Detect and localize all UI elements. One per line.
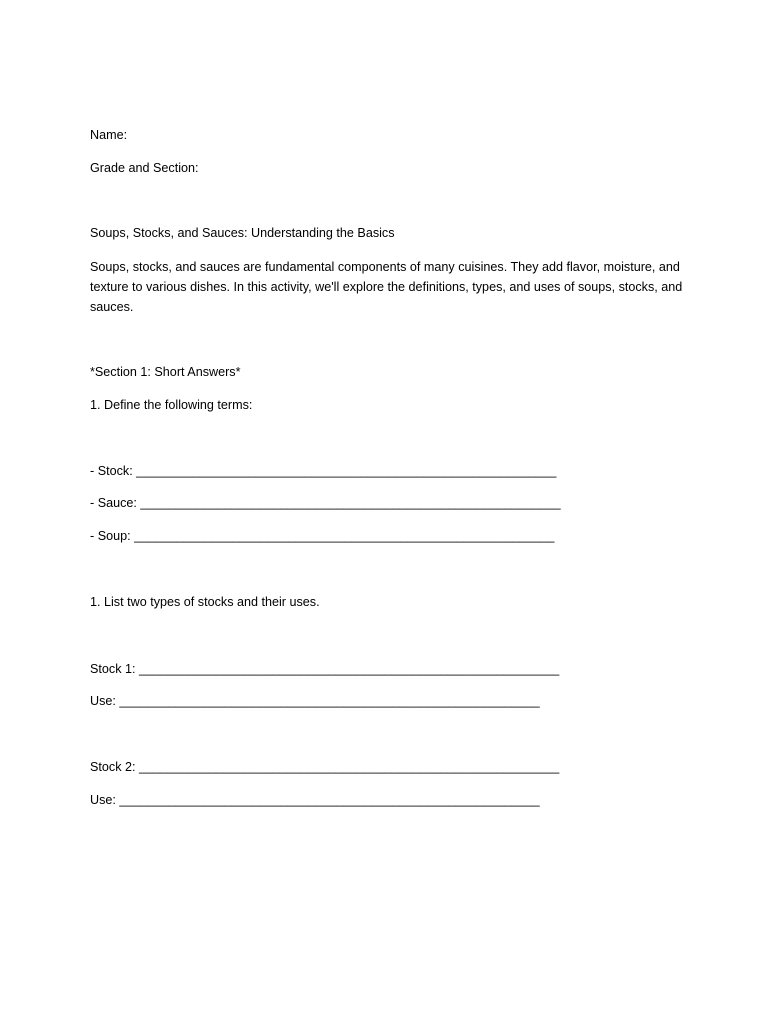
- intro-paragraph: Soups, stocks, and sauces are fundamental components of many cuisines. They add flavor, moisture, and texture to various dishes. In this activity, we'll explore the definitions, types, and uses of soups, stocks, and sauces.: [90, 260, 683, 314]
- use1-line: Use: ____________________________________________________________: [90, 694, 540, 708]
- question-list-stocks: 1. List two types of stocks and their uses.: [90, 595, 320, 609]
- section1-heading: *Section 1: Short Answers*: [90, 365, 241, 379]
- stock2-line: Stock 2: ____________________________________________________________: [90, 760, 560, 774]
- document-title: Soups, Stocks, and Sauces: Understanding the Basics: [90, 226, 395, 240]
- stock-definition-line: - Stock: ____________________________________________________________: [90, 464, 557, 478]
- name-label: Name:: [90, 128, 128, 142]
- question-define-terms: 1. Define the following terms:: [90, 398, 253, 412]
- soup-definition-line: - Soup: ____________________________________________________________: [90, 529, 555, 543]
- sauce-definition-line: - Sauce: ____________________________________________________________: [90, 496, 561, 510]
- grade-section-label: Grade and Section:: [90, 161, 199, 175]
- stock1-line: Stock 1: ____________________________________________________________: [90, 662, 560, 676]
- use2-line: Use: ____________________________________________________________: [90, 793, 540, 807]
